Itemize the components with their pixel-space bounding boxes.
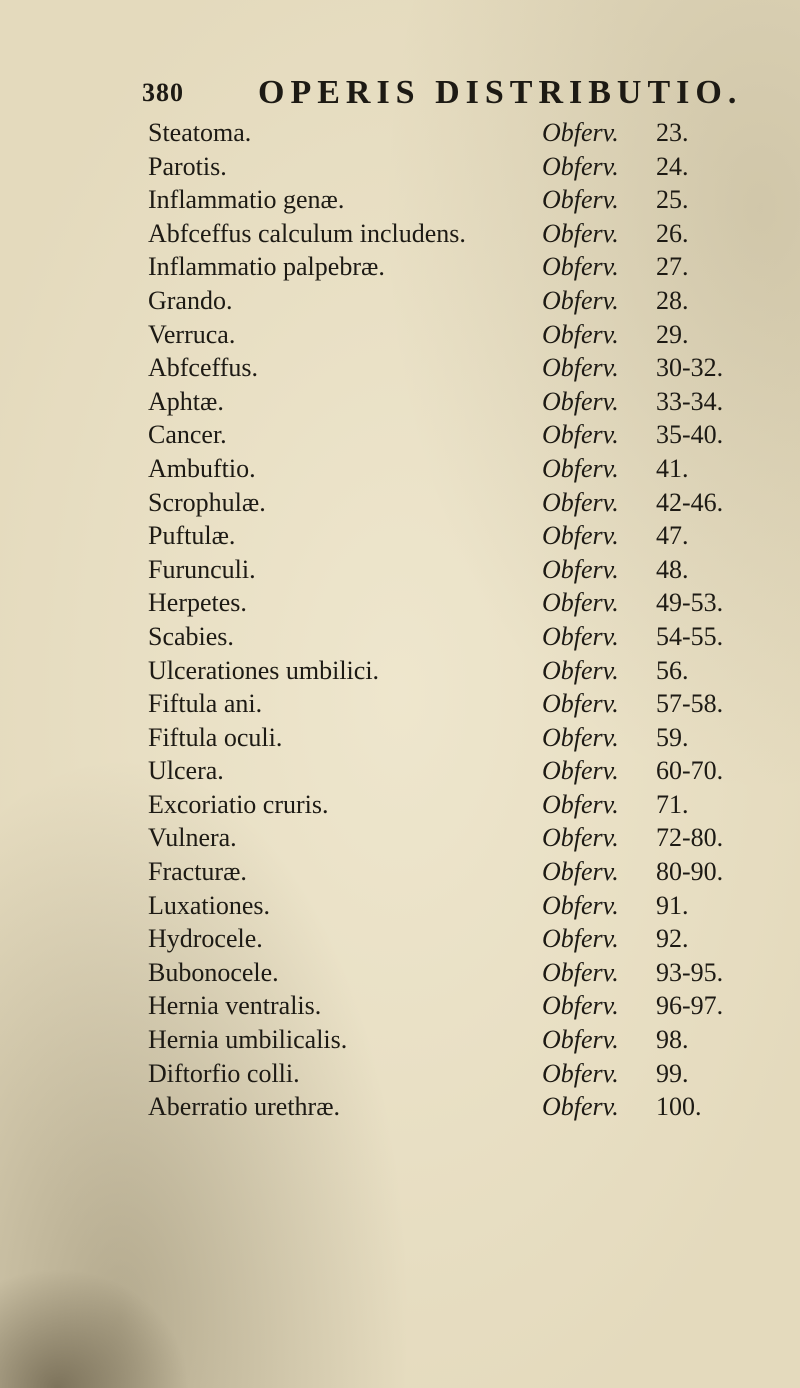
entry-term: Fiftula ani. bbox=[148, 689, 263, 719]
index-entry bbox=[0, 152, 800, 186]
entry-observation-label: Obferv. bbox=[542, 991, 619, 1021]
entry-term: Excoriatio cruris. bbox=[148, 789, 329, 819]
entry-observation-number: 33-34. bbox=[656, 386, 724, 416]
entry-observation-label: Obferv. bbox=[542, 487, 619, 517]
entry-observation-label: Obferv. bbox=[542, 218, 619, 248]
index-entry bbox=[0, 252, 800, 286]
index-entry bbox=[0, 420, 800, 454]
entry-observation-label: Obferv. bbox=[542, 521, 619, 551]
entry-observation-label: Obferv. bbox=[542, 453, 619, 483]
entry-term: Hydrocele. bbox=[148, 924, 263, 954]
index-entry bbox=[0, 1092, 800, 1126]
entry-term: Parotis. bbox=[148, 151, 227, 181]
entry-observation-number: 29. bbox=[656, 319, 689, 349]
entry-observation-number: 25. bbox=[656, 185, 689, 215]
entry-observation-number: 100. bbox=[656, 1092, 702, 1122]
entry-observation-label: Obferv. bbox=[542, 789, 619, 819]
entry-observation-number: 54-55. bbox=[656, 621, 724, 651]
entry-observation-number: 92. bbox=[656, 924, 689, 954]
index-entry bbox=[0, 622, 800, 656]
entry-observation-number: 99. bbox=[656, 1058, 689, 1088]
entry-observation-number: 57-58. bbox=[656, 689, 724, 719]
entry-observation-label: Obferv. bbox=[542, 588, 619, 618]
running-title: OPERIS DISTRIBUTIO. bbox=[258, 74, 743, 111]
entry-term: Abfceffus. bbox=[148, 353, 258, 383]
index-entry bbox=[0, 756, 800, 790]
entry-term: Aphtæ. bbox=[148, 386, 224, 416]
entry-observation-label: Obferv. bbox=[542, 1025, 619, 1055]
entry-observation-number: 56. bbox=[656, 655, 689, 685]
entry-observation-number: 91. bbox=[656, 890, 689, 920]
index-entry bbox=[0, 488, 800, 522]
index-entry bbox=[0, 219, 800, 253]
entry-observation-number: 24. bbox=[656, 151, 689, 181]
index-entry bbox=[0, 118, 800, 152]
entry-term: Furunculi. bbox=[148, 554, 256, 584]
entry-term: Fiftula oculi. bbox=[148, 722, 283, 752]
index-entry bbox=[0, 790, 800, 824]
entry-observation-number: 30-32. bbox=[656, 353, 724, 383]
entry-term: Verruca. bbox=[148, 319, 236, 349]
index-entry bbox=[0, 1059, 800, 1093]
entry-observation-label: Obferv. bbox=[542, 118, 619, 147]
index-entry bbox=[0, 387, 800, 421]
index-entry bbox=[0, 521, 800, 555]
index-entry bbox=[0, 991, 800, 1025]
index-entry bbox=[0, 320, 800, 354]
entry-observation-label: Obferv. bbox=[542, 554, 619, 584]
index-entry bbox=[0, 454, 800, 488]
entry-observation-label: Obferv. bbox=[542, 890, 619, 920]
page-number: 380 bbox=[142, 78, 184, 107]
page-header bbox=[142, 74, 782, 114]
entry-observation-number: 96-97. bbox=[656, 991, 724, 1021]
entry-term: Fracturæ. bbox=[148, 857, 247, 887]
index-entry bbox=[0, 823, 800, 857]
entry-observation-number: 42-46. bbox=[656, 487, 724, 517]
entry-term: Aberratio urethræ. bbox=[148, 1092, 341, 1122]
entry-term: Ulcerationes umbilici. bbox=[148, 655, 380, 685]
entry-term: Cancer. bbox=[148, 420, 227, 450]
index-entry bbox=[0, 924, 800, 958]
entry-term: Hernia ventralis. bbox=[148, 991, 322, 1021]
entry-observation-label: Obferv. bbox=[542, 1058, 619, 1088]
entry-term: Diftorfio colli. bbox=[148, 1058, 300, 1088]
index-list bbox=[0, 118, 800, 1126]
index-entry bbox=[0, 555, 800, 589]
index-entry bbox=[0, 353, 800, 387]
index-entry bbox=[0, 891, 800, 925]
entry-observation-label: Obferv. bbox=[542, 319, 619, 349]
entry-term: Ambuftio. bbox=[148, 453, 256, 483]
entry-observation-label: Obferv. bbox=[542, 756, 619, 786]
entry-term: Puftulæ. bbox=[148, 521, 236, 551]
entry-observation-label: Obferv. bbox=[542, 386, 619, 416]
entry-observation-number: 72-80. bbox=[656, 823, 724, 853]
entry-observation-label: Obferv. bbox=[542, 420, 619, 450]
index-entry bbox=[0, 656, 800, 690]
entry-term: Steatoma. bbox=[148, 118, 252, 147]
entry-observation-number: 80-90. bbox=[656, 857, 724, 887]
index-entry bbox=[0, 286, 800, 320]
entry-observation-number: 41. bbox=[656, 453, 689, 483]
entry-observation-number: 47. bbox=[656, 521, 689, 551]
entry-observation-number: 35-40. bbox=[656, 420, 724, 450]
index-entry bbox=[0, 723, 800, 757]
entry-observation-label: Obferv. bbox=[542, 621, 619, 651]
entry-term: Ulcera. bbox=[148, 756, 224, 786]
entry-observation-label: Obferv. bbox=[542, 285, 619, 315]
entry-observation-number: 71. bbox=[656, 789, 689, 819]
entry-observation-label: Obferv. bbox=[542, 857, 619, 887]
entry-observation-label: Obferv. bbox=[542, 823, 619, 853]
index-entry bbox=[0, 857, 800, 891]
index-entry bbox=[0, 958, 800, 992]
entry-term: Abfceffus calculum includens. bbox=[148, 218, 466, 248]
entry-observation-number: 49-53. bbox=[656, 588, 724, 618]
entry-term: Inflammatio palpebræ. bbox=[148, 252, 385, 282]
entry-term: Scrophulæ. bbox=[148, 487, 266, 517]
entry-observation-number: 60-70. bbox=[656, 756, 724, 786]
entry-observation-number: 26. bbox=[656, 218, 689, 248]
entry-observation-number: 98. bbox=[656, 1025, 689, 1055]
entry-observation-label: Obferv. bbox=[542, 689, 619, 719]
entry-observation-label: Obferv. bbox=[542, 185, 619, 215]
entry-observation-number: 28. bbox=[656, 285, 689, 315]
index-entry bbox=[0, 689, 800, 723]
entry-observation-label: Obferv. bbox=[542, 1092, 619, 1122]
entry-observation-label: Obferv. bbox=[542, 353, 619, 383]
entry-observation-number: 59. bbox=[656, 722, 689, 752]
entry-observation-number: 93-95. bbox=[656, 957, 724, 987]
entry-term: Inflammatio genæ. bbox=[148, 185, 345, 215]
entry-term: Grando. bbox=[148, 285, 233, 315]
entry-term: Luxationes. bbox=[148, 890, 271, 920]
entry-observation-label: Obferv. bbox=[542, 655, 619, 685]
page-stain bbox=[0, 1268, 190, 1388]
entry-term: Vulnera. bbox=[148, 823, 237, 853]
entry-observation-label: Obferv. bbox=[542, 722, 619, 752]
index-entry bbox=[0, 588, 800, 622]
entry-term: Scabies. bbox=[148, 621, 234, 651]
entry-observation-label: Obferv. bbox=[542, 252, 619, 282]
entry-observation-number: 27. bbox=[656, 252, 689, 282]
entry-observation-label: Obferv. bbox=[542, 957, 619, 987]
index-entry bbox=[0, 1025, 800, 1059]
entry-term: Bubonocele. bbox=[148, 957, 279, 987]
entry-term: Hernia umbilicalis. bbox=[148, 1025, 348, 1055]
entry-observation-label: Obferv. bbox=[542, 924, 619, 954]
index-entry bbox=[0, 185, 800, 219]
entry-term: Herpetes. bbox=[148, 588, 247, 618]
entry-observation-label: Obferv. bbox=[542, 151, 619, 181]
entry-observation-number: 23. bbox=[656, 118, 689, 147]
entry-observation-number: 48. bbox=[656, 554, 689, 584]
